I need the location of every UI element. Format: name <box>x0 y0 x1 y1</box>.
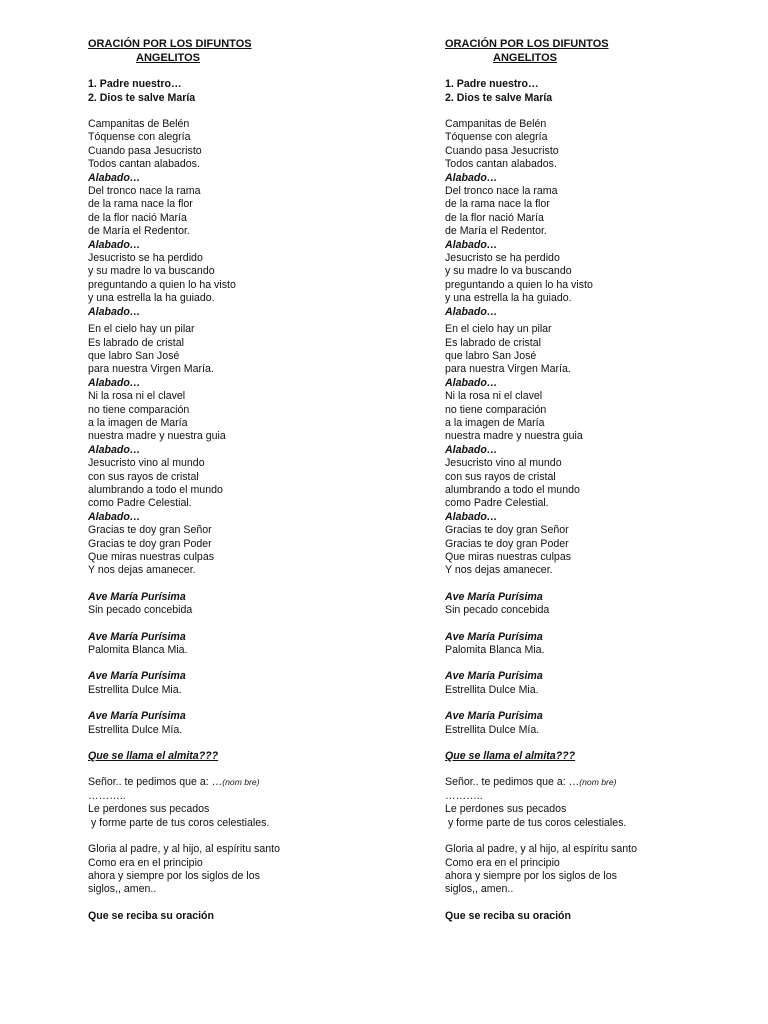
refrain: Alabado… <box>445 238 498 251</box>
stanza-1 <box>88 118 418 185</box>
petition-line: Le perdones sus pecados <box>88 803 210 816</box>
petition-start: Señor.. te pedimos que a: … <box>88 776 223 789</box>
stanza-line: Gracias te doy gran Poder <box>88 537 212 550</box>
stanza-line: de la rama nace la flor <box>445 198 550 211</box>
stanza-line: Que miras nuestras culpas <box>88 551 215 563</box>
gloria-block <box>88 843 418 897</box>
stanza-line: de María el Redentor. <box>445 225 547 238</box>
ave-call: Ave María Purísima <box>88 630 186 643</box>
stanza-4 <box>88 323 418 390</box>
stanza-line: y una estrella la ha guiado. <box>88 292 215 305</box>
question-heading: Que se llama el almita??? <box>445 750 576 763</box>
stanza-line: Cuando pasa Jesucristo <box>88 144 202 157</box>
ave-response: Palomita Blanca Mia. <box>445 644 545 657</box>
list-item: 1. Padre nuestro… <box>88 78 182 91</box>
stanza-line: como Padre Celestial. <box>88 497 192 510</box>
gloria-block <box>445 843 768 897</box>
refrain: Alabado… <box>88 238 141 251</box>
ave-response: Sin pecado concebida <box>445 604 550 617</box>
ave-block-1 <box>88 591 418 618</box>
stanza-line: para nuestra Virgen María. <box>445 363 571 376</box>
stanza-line: de la flor nació María <box>445 211 544 224</box>
stanza-line: de la rama nace la flor <box>88 198 193 211</box>
stanza-7 <box>445 524 768 578</box>
stanza-line: Cuando pasa Jesucristo <box>445 144 559 157</box>
refrain: Alabado… <box>88 171 141 184</box>
ave-response: Estrellita Dulce Mia. <box>445 683 539 696</box>
stanza-line: no tiene comparación <box>445 403 547 416</box>
ave-block-2 <box>445 631 768 658</box>
refrain: Alabado… <box>88 443 141 456</box>
stanza-line: con sus rayos de cristal <box>88 470 199 483</box>
ave-call: Ave María Purísima <box>88 590 186 603</box>
gloria-line: ahora y siempre por los siglos de los <box>88 869 260 882</box>
petition-line: y forme parte de tus coros celestiales. <box>445 816 627 829</box>
stanza-6 <box>88 457 418 524</box>
stanza-line: a la imagen de María <box>88 416 188 429</box>
stanza-6 <box>445 457 768 524</box>
gloria-line: ahora y siempre por los siglos de los <box>445 869 617 882</box>
stanza-line: Es labrado de cristal <box>445 336 541 349</box>
stanza-line: Ni la rosa ni el clavel <box>88 390 186 403</box>
stanza-line: no tiene comparación <box>88 403 190 416</box>
stanza-line: Todos cantan alabados. <box>445 158 557 171</box>
refrain: Alabado… <box>445 305 498 318</box>
ave-response: Estrellita Dulce Mía. <box>445 723 540 736</box>
stanza-5 <box>445 390 768 457</box>
petition-block <box>445 776 768 830</box>
stanza-line: preguntando a quien lo ha visto <box>445 278 593 291</box>
stanza-line: que labro San José <box>445 349 537 362</box>
gloria-line: Como era en el principio <box>445 856 560 869</box>
refrain: Alabado… <box>88 376 141 389</box>
stanza-line: Gracias te doy gran Señor <box>88 524 212 537</box>
stanza-4 <box>445 323 768 390</box>
stanza-line: y su madre lo va buscando <box>445 265 572 278</box>
question-block <box>445 750 768 763</box>
gloria-line: Gloria al padre, y al hijo, al espíritu santo <box>445 843 637 856</box>
title-line-1: ORACIÓN POR LOS DIFUNTOS <box>445 38 609 50</box>
stanza-line: Gracias te doy gran Señor <box>445 524 569 537</box>
stanza-line: Jesucristo se ha perdido <box>445 252 560 265</box>
petition-name-placeholder: (nom bre) <box>579 777 617 788</box>
ave-block-3 <box>88 670 418 697</box>
ave-call: Ave María Purísima <box>88 710 186 723</box>
petition-dots: ……….. <box>445 789 483 802</box>
stanza-3 <box>445 252 768 319</box>
title-line-2: ANGELITOS <box>136 51 200 64</box>
prayer-title <box>88 38 418 65</box>
refrain: Alabado… <box>445 443 498 456</box>
ave-block-1 <box>445 591 768 618</box>
list-item: 2. Dios te salve María <box>445 91 553 104</box>
question-heading: Que se llama el almita??? <box>88 750 219 763</box>
ave-block-2 <box>88 631 418 658</box>
question-block <box>88 750 418 763</box>
gloria-line: Como era en el principio <box>88 856 203 869</box>
ave-response: Estrellita Dulce Mía. <box>88 723 183 736</box>
refrain: Alabado… <box>445 376 498 389</box>
stanza-line: Campanitas de Belén <box>445 118 547 130</box>
gloria-line: siglos,, amen.. <box>445 883 514 896</box>
stanza-line: preguntando a quien lo ha visto <box>88 278 236 291</box>
stanza-line: Del tronco nace la rama <box>445 185 558 198</box>
ave-block-4 <box>445 710 768 737</box>
ave-response: Palomita Blanca Mia. <box>88 644 188 657</box>
gloria-line: Gloria al padre, y al hijo, al espíritu santo <box>88 843 280 856</box>
stanza-line: de la flor nació María <box>88 211 187 224</box>
ave-response: Estrellita Dulce Mia. <box>88 683 182 696</box>
stanza-line: Todos cantan alabados. <box>88 158 200 171</box>
closing-line: Que se reciba su oración <box>445 909 571 922</box>
prayer-list <box>445 78 768 105</box>
ave-call: Ave María Purísima <box>445 710 543 723</box>
stanza-line: y una estrella la ha guiado. <box>445 292 572 305</box>
ave-block-3 <box>445 670 768 697</box>
stanza-line: Gracias te doy gran Poder <box>445 537 569 550</box>
ave-call: Ave María Purísima <box>445 590 543 603</box>
refrain: Alabado… <box>88 510 141 523</box>
stanza-line: de María el Redentor. <box>88 225 190 238</box>
stanza-line: como Padre Celestial. <box>445 497 549 510</box>
left-column <box>88 38 418 923</box>
ave-call: Ave María Purísima <box>88 670 186 683</box>
stanza-7 <box>88 524 418 578</box>
right-column <box>445 38 768 923</box>
stanza-line: Tóquense con alegría <box>445 131 548 144</box>
ave-call: Ave María Purísima <box>445 630 543 643</box>
petition-dots: ……….. <box>88 789 126 802</box>
stanza-line: En el cielo hay un pilar <box>88 323 195 336</box>
gloria-line: siglos,, amen.. <box>88 883 157 896</box>
refrain: Alabado… <box>445 171 498 184</box>
stanza-line: Tóquense con alegría <box>88 131 191 144</box>
stanza-line: nuestra madre y nuestra guia <box>88 430 226 443</box>
petition-block <box>88 776 418 830</box>
petition-name-placeholder: (nom bre) <box>222 777 260 788</box>
stanza-line: a la imagen de María <box>445 416 545 429</box>
stanza-line: Es labrado de cristal <box>88 336 184 349</box>
stanza-line: Jesucristo vino al mundo <box>445 457 562 470</box>
petition-line: Le perdones sus pecados <box>445 803 567 816</box>
stanza-line: Jesucristo se ha perdido <box>88 252 203 265</box>
stanza-1 <box>445 118 768 185</box>
ave-response: Sin pecado concebida <box>88 604 193 617</box>
stanza-line: Que miras nuestras culpas <box>445 551 572 563</box>
stanza-line: Ni la rosa ni el clavel <box>445 390 543 403</box>
stanza-line: con sus rayos de cristal <box>445 470 556 483</box>
stanza-line: alumbrando a todo el mundo <box>88 483 223 496</box>
ave-call: Ave María Purísima <box>445 670 543 683</box>
stanza-line: y su madre lo va buscando <box>88 265 215 278</box>
stanza-line: Del tronco nace la rama <box>88 185 201 198</box>
petition-line <box>445 776 768 789</box>
ave-block-4 <box>88 710 418 737</box>
stanza-line: alumbrando a todo el mundo <box>445 483 580 496</box>
stanza-line: Jesucristo vino al mundo <box>88 457 205 470</box>
title-line-2: ANGELITOS <box>493 51 557 64</box>
stanza-line: Campanitas de Belén <box>88 118 190 130</box>
stanza-line: En el cielo hay un pilar <box>445 323 552 336</box>
refrain: Alabado… <box>445 510 498 523</box>
petition-line: y forme parte de tus coros celestiales. <box>88 816 270 829</box>
petition-start: Señor.. te pedimos que a: … <box>445 776 580 789</box>
list-item: 2. Dios te salve María <box>88 91 196 104</box>
title-line-1: ORACIÓN POR LOS DIFUNTOS <box>88 38 252 50</box>
stanza-3 <box>88 252 418 319</box>
stanza-line: nuestra madre y nuestra guia <box>445 430 583 443</box>
prayer-title <box>445 38 768 65</box>
refrain: Alabado… <box>88 305 141 318</box>
closing-line: Que se reciba su oración <box>88 909 214 922</box>
stanza-2 <box>445 185 768 252</box>
prayer-list <box>88 78 418 105</box>
stanza-line: que labro San José <box>88 349 180 362</box>
stanza-line: Y nos dejas amanecer. <box>88 564 196 577</box>
stanza-5 <box>88 390 418 457</box>
list-item: 1. Padre nuestro… <box>445 78 539 91</box>
petition-line <box>88 776 418 789</box>
stanza-line: para nuestra Virgen María. <box>88 363 214 376</box>
stanza-2 <box>88 185 418 252</box>
stanza-line: Y nos dejas amanecer. <box>445 564 553 577</box>
